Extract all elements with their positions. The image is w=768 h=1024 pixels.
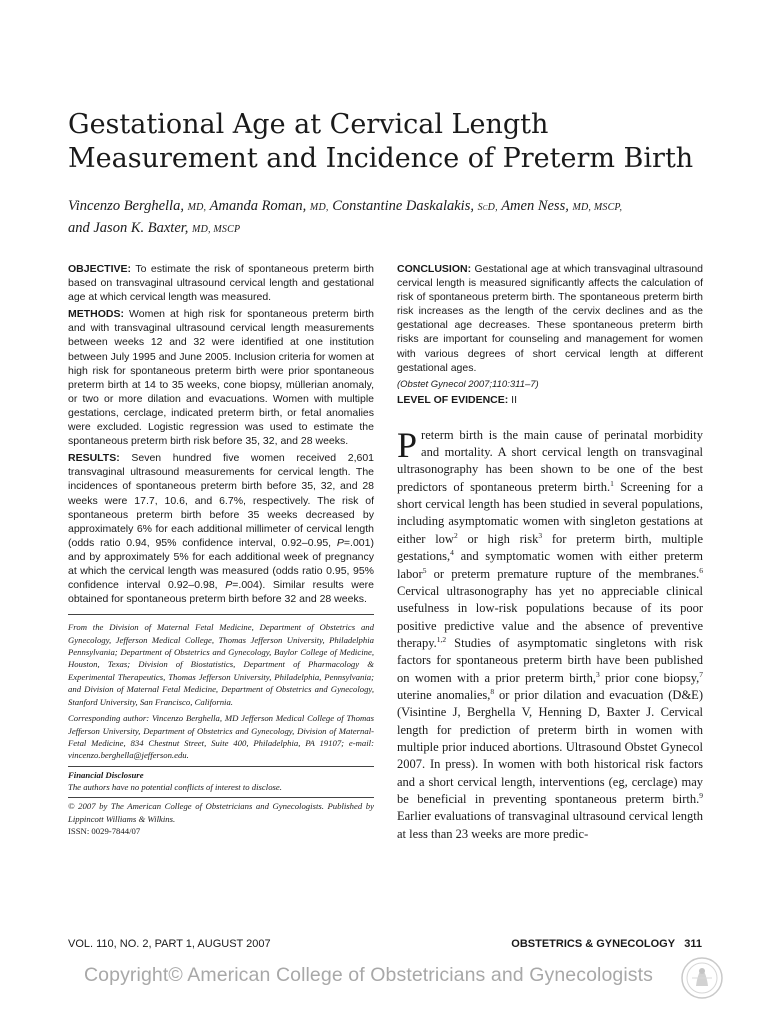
- affiliation-note: From the Division of Maternal Fetal Medicine, Department of Obstetrics and Gynecology, Jefferson Medical College, Thomas Jefferson University, Philadelphia Pennsylvania; Department of Obstetrics and Gynecology, Baylor College of Medicine, Houston, Texas; Division of Biostatistics, Department of Pharmacology & Experimental Therapeutics, Thomas Jefferson University, Philadelphia, Pennsylvania; and Division of Maternal Fetal Medicine, Department of Obstetrics and Gynecology, Stanford University, San Francisco, California.: [68, 622, 374, 707]
- author-name: Amanda Roman,: [209, 198, 307, 214]
- copyright-divider: [68, 797, 374, 798]
- body-sentence: and symptomatic women with either preterm labor: [397, 549, 703, 581]
- page-number: 311: [684, 938, 702, 950]
- reference-marker: 7: [699, 669, 704, 679]
- results-label: RESULTS:: [68, 452, 120, 465]
- reference-marker: 3: [538, 530, 543, 540]
- copyright-note: © 2007 by The American College of Obstetricians and Gynecologists. Published by Lippincott Williams & Wilkins.: [68, 801, 374, 824]
- left-column: [68, 262, 374, 841]
- body-sentence: or prior dilation and evacuation (D&E) (Visintine J, Berghella V, Henning D, Baxter J. Cervical length for prediction of preterm birth in women with multiple prior induced abortions. Ultrasound Obstet Gynecol 2007. In press). In women with both historical risk factors and a short cervical length, interventions (eg, cerclage) may be beneficial in preventing spontaneous preterm birth.: [397, 687, 703, 806]
- issue-info: VOL. 110, NO. 2, PART 1, AUGUST 2007: [68, 938, 271, 950]
- article-title: [68, 108, 728, 176]
- body-sentence: Studies of asymptomatic singletons with risk factors for spontaneous preterm birth have been published on women with a prior preterm birth,: [397, 635, 703, 685]
- reference-marker: 2: [453, 530, 458, 540]
- reference-marker: 4: [450, 548, 454, 557]
- issn-value: 0029-7844/07: [91, 825, 141, 836]
- author-list: [68, 196, 718, 240]
- college-seal-icon: [680, 956, 724, 1000]
- intro-paragraph: [397, 424, 704, 843]
- journal-footer: [511, 938, 702, 950]
- p-value-symbol: P: [225, 579, 233, 592]
- reference-marker: 9: [699, 790, 703, 800]
- financial-disclosure-text: The authors have no potential conflicts of interest to disclose.: [68, 781, 282, 792]
- corresponding-author-note: Corresponding author: Vincenzo Berghella, MD Jefferson Medical College of Thomas Jefferson University, Department of Obstetrics and Gynecology, Division of Maternal-Fetal Medicine, 834 Chestnut Street, Suite 400, Philadelphia, PA 19107; e-mail: vincenzo.berghella@jefferson.edu.: [68, 713, 374, 761]
- abstract-objective: [68, 262, 374, 304]
- footnote-divider: [68, 614, 374, 615]
- author-name: Amen Ness,: [501, 198, 569, 214]
- objective-text: To estimate the risk of spontaneous preterm birth based on transvaginal ultrasound cervical length and gestational age at which cervical length was measured.: [68, 263, 374, 304]
- reference-marker: 1: [610, 478, 614, 488]
- body-sentence: Earlier evaluations of transvaginal ultrasound cervical length at less than 23 weeks are more predic-: [397, 809, 703, 841]
- body-sentence: Screening for a short cervical length has been studied in several populations, including asymptomatic women with singleton gestations at either low: [397, 479, 704, 546]
- level-of-evidence-value: II: [511, 393, 518, 406]
- journal-citation: (Obstet Gynecol 2007;110:311–7): [397, 378, 539, 390]
- issn-note: [68, 825, 374, 837]
- reference-marker: 8: [490, 686, 495, 696]
- level-of-evidence: [397, 393, 703, 407]
- author-degree: MD,: [309, 202, 329, 213]
- body-sentence: or high risk: [457, 531, 539, 546]
- abstract-methods: [68, 307, 374, 448]
- author-name: and Jason K. Baxter,: [68, 220, 189, 236]
- disclosure-divider: [68, 766, 374, 767]
- conclusion-label: CONCLUSION:: [397, 263, 472, 275]
- body-sentence: for preterm birth, multiple gestations,: [397, 531, 703, 564]
- body-sentence: uterine anomalies,: [397, 687, 491, 702]
- financial-disclosure-heading: Financial Disclosure: [68, 769, 144, 780]
- drop-cap: P: [397, 424, 418, 465]
- reference-marker: 1,2: [436, 634, 447, 644]
- methods-label: METHODS:: [68, 308, 124, 321]
- abstract-results: [68, 451, 374, 606]
- reference-marker: 6: [699, 565, 703, 575]
- methods-text: Women at high risk for spontaneous preterm birth and with transvaginal ultrasound cervical length measurements between weeks 12 and 32 were identified at one institution between July 1995 and June 2005. Inclusion criteria for women at high risk for spontaneous preterm birth were prior spontaneous preterm birth at 14 to 35 weeks, cone biopsy, müllerian anomaly, or two or more dilation and evacuations. Women with multiple gestations, cerclage, indicated preterm birth, or fetal anomalies were excluded. Logistic regression was used to estimate the spontaneous preterm birth risk before 35, 32, and 28 weeks.: [68, 308, 374, 448]
- copyright-watermark: Copyright© American College of Obstetricians and Gynecologists: [84, 964, 654, 986]
- results-text: =.001) and by approximately 5% for each additional week of pregnancy at which the cervical length was measured (odds ratio 0.95, 95% confidence interval 0.92–0.98,: [68, 536, 374, 592]
- reference-marker: 3: [595, 669, 600, 679]
- author-degree: ScD,: [477, 202, 498, 213]
- reference-marker: 5: [422, 565, 427, 575]
- level-of-evidence-label: LEVEL OF EVIDENCE:: [397, 393, 509, 406]
- results-text: Seven hundred five women received 2,601 transvaginal ultrasound measurements for cervical length. The incidences of spontaneous preterm birth before 35, 32, and 28 weeks were 17.7, 10.6, and 6.7%, respectively. The risk of spontaneous preterm birth before 35 weeks decreased by approximately 6% for each additional millimeter of cervical length (odds ratio 0.94, 95% confidence interval, 0.92–0.95,: [68, 452, 374, 549]
- abstract-conclusion: [397, 262, 703, 375]
- body-sentence: reterm birth is the main cause of perinatal morbidity and mortality. A short cervical length on transvaginal ultrasonography has been shown to be one of the best predictors of spontaneous preterm birth.: [397, 427, 703, 494]
- results-text: =.004). Similar results were obtained for spontaneous preterm birth before 32 and 28 weeks.: [68, 579, 375, 606]
- body-sentence: prior cone biopsy,: [599, 670, 700, 685]
- p-value-symbol: P: [336, 536, 344, 549]
- author-degree: MD,: [187, 202, 207, 213]
- article-title-line-1: Gestational Age at Cervical Length: [68, 109, 549, 140]
- author-name: Vincenzo Berghella,: [68, 198, 184, 214]
- journal-name: OBSTETRICS & GYNECOLOGY: [511, 938, 676, 950]
- objective-label: OBJECTIVE:: [68, 263, 132, 275]
- body-sentence: or preterm premature rupture of the membranes.: [426, 566, 700, 581]
- body-sentence: Cervical ultrasonography has yet no appreciable clinical usefulness in low-risk populations because of its poor positive predictive value and the absence of preventive therapy.: [397, 583, 703, 650]
- author-name: Constantine Daskalakis,: [332, 198, 474, 214]
- author-degree: MD, MSCP: [192, 224, 241, 235]
- issn-label: ISSN:: [68, 825, 90, 836]
- author-degree: MD, MSCP,: [572, 202, 623, 213]
- right-column: [397, 262, 703, 843]
- article-title-line-2: Measurement and Incidence of Preterm Birth: [68, 143, 694, 174]
- conclusion-text: Gestational age at which transvaginal ultrasound cervical length is measured significantly affects the calculation of risk of spontaneous preterm birth. The spontaneous preterm birth risk increases as the length of the cervix declines and as the gestational age decreases. These spontaneous preterm birth risks are important for counseling and management for women with various degrees of short cervical length at different gestational ages.: [397, 263, 703, 374]
